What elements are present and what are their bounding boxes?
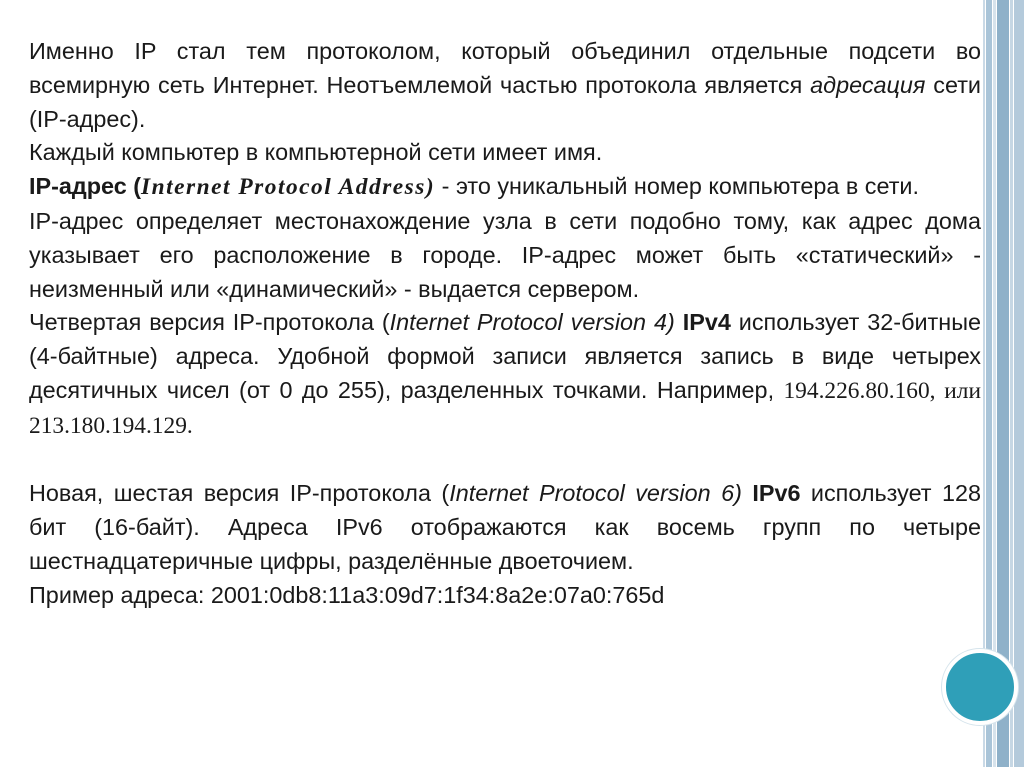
- text: использует 128 бит (16-байт). Адреса IPv6 отображаются как восемь групп по четыре шестнадцатеричные цифры, разделённые двоеточием.: [29, 480, 981, 574]
- bold-term: IPv4: [682, 309, 731, 336]
- text: Новая, шестая версия IP-протокола (: [29, 480, 450, 507]
- paragraph-ip-definition: [29, 170, 981, 205]
- italic-term: адресация: [810, 71, 926, 98]
- decor-circle: [942, 649, 1018, 725]
- text: использует 32-битные (4-байтные) адреса. Удобной формой записи является запись в виде четырех десятичных чисел (от 0 до 255), разделенных точками. Например,: [29, 309, 982, 403]
- ip-example-1: 194.226.80.160,: [783, 377, 936, 404]
- spacer: [29, 444, 981, 478]
- paragraph-ip-intro: [29, 35, 981, 136]
- bold-term: IP-адрес (: [29, 173, 142, 200]
- text: Каждый компьютер в компьютерной сети имеет имя.: [29, 139, 603, 166]
- paragraph-ipv4-example: [29, 409, 981, 444]
- slide-body: [29, 35, 981, 613]
- text: сети (IP-адрес).: [29, 71, 981, 132]
- text: [742, 480, 752, 506]
- paragraph-ipv6: [29, 477, 981, 578]
- text: [675, 309, 683, 335]
- italic-term: Internet Protocol version 6): [449, 480, 742, 507]
- italic-term: Internet Protocol version 4): [389, 309, 675, 336]
- paragraph-address-example: [29, 579, 981, 613]
- paragraph-ip-location: [29, 205, 981, 306]
- text: Именно IP стал тем протоколом, который объединил отдельные подсети во всемирную сеть Интернет. Неотъемлемой частью протокола является: [29, 38, 981, 98]
- term-english: Internet Protocol Address): [141, 174, 436, 201]
- decor-stripe: [997, 0, 1009, 767]
- text: IP-адрес определяет местонахождение узла в сети подобно тому, как адрес дома указывает его расположение в городе. IP-адрес может быть «статический» - неизменный или «динамический» - выдается сервером.: [29, 207, 981, 302]
- text: Пример адреса: 2001:0db8:11a3:09d7:1f34:8a2e:07a0:765d: [29, 581, 665, 608]
- paragraph-computer-name: [29, 136, 981, 170]
- paragraph-ipv4: [29, 306, 981, 408]
- or-word: или: [935, 377, 981, 404]
- decor-stripe: [1010, 0, 1013, 767]
- text: - это уникальный номер компьютера в сети.: [435, 173, 919, 200]
- decor-stripe: [1014, 0, 1024, 767]
- ip-example-2: 213.180.194.129.: [29, 412, 193, 439]
- bold-term: IPv6: [752, 480, 801, 507]
- text: Четвертая версия IP-протокола (: [29, 309, 390, 336]
